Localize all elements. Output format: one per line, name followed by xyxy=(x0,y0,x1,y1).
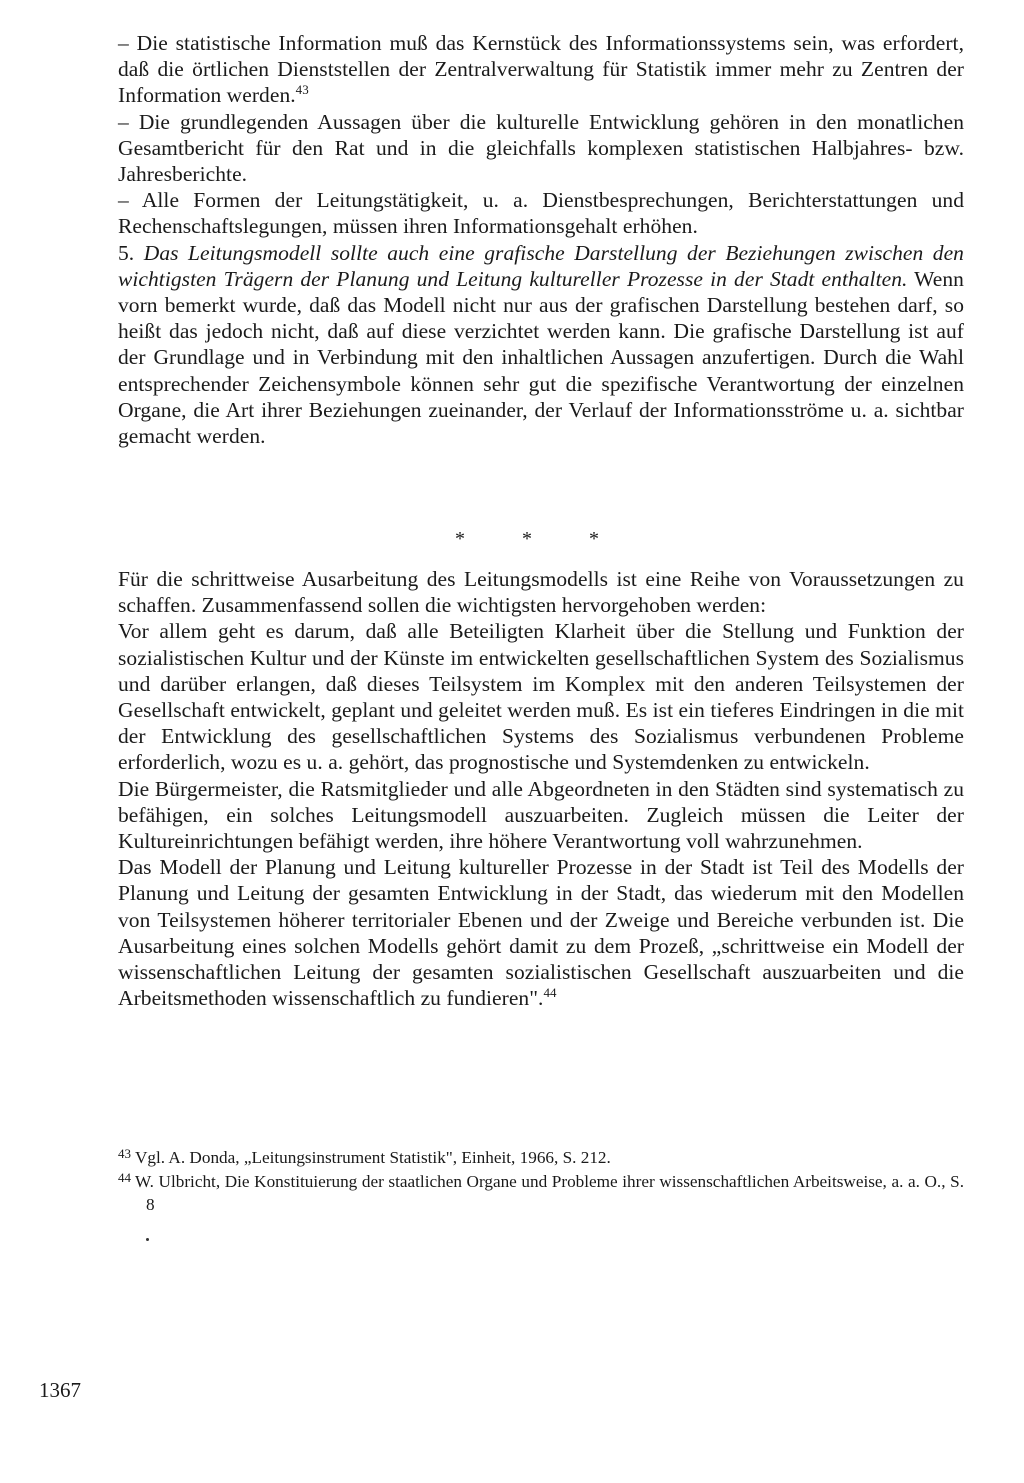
bullet-1-text: – Die statistische Information muß das Kernstück des Informationssystems sein, was erfordert, daß die örtlichen Dienststellen der Zentralverwaltung für Statistik immer mehr zu Zentren der Information werden. xyxy=(118,31,964,108)
footnotes xyxy=(118,1146,964,1217)
page-number: 1367 xyxy=(39,1378,81,1402)
paragraph-model xyxy=(118,854,964,1011)
footnote-43 xyxy=(118,1146,964,1170)
paragraph-prerequisites: Für die schrittweise Ausarbeitung des Leitungsmodells ist eine Reihe von Voraussetzungen zu schaffen. Zusammenfassend sollen die wichtigsten hervorgehoben werden: xyxy=(118,567,964,618)
footnote-ref-44: 44 xyxy=(543,985,557,1001)
bullet-statistical-information xyxy=(118,30,964,109)
upper-text-block xyxy=(118,30,964,449)
point-5-paragraph xyxy=(118,240,964,450)
lower-text-block xyxy=(118,566,964,1011)
section-separator: * * * xyxy=(455,528,625,550)
point-5-body: Wenn vorn bemerkt wurde, daß das Modell nicht nur aus der grafischen Darstellung bestehen darf, so heißt das jedoch nicht, daß auf diese verzichtet werden kann. Die grafische Darstellung ist auf der Grundlage und in Verbindung mit den inhaltlichen Aussagen anzufertigen. Durch die Wahl entsprechender Zeichensymbole können sehr gut die spezifische Verantwortung der einzelnen Organe, die Art ihrer Beziehungen zueinander, der Verlauf der Informationsströme u. a. sichtbar gemacht werden. xyxy=(118,266,964,449)
footnote-44-number: 44 xyxy=(118,1169,131,1185)
footnote-44-text: W. Ulbricht, Die Konstituierung der staatlichen Organe und Probleme ihrer wissenschaftlichen Arbeitsweise, a. a. O., S. 8 xyxy=(135,1171,964,1214)
print-speck xyxy=(146,1238,149,1241)
paragraph-mayors: Die Bürgermeister, die Ratsmitglieder und alle Abgeordneten in den Städten sind systematisch zu befähigen, ein solches Leitungsmodell auszuarbeiten. Zugleich müssen die Leiter der Kultureinrichtungen befähigt werden, ihre höhere Verantwortung voll wahrzunehmen. xyxy=(118,776,964,854)
bullet-forms-of-leadership: – Alle Formen der Leitungstätigkeit, u. a. Dienstbesprechungen, Berichterstattungen und Rechenschaftslegungen, müssen ihren Informationsgehalt erhöhen. xyxy=(118,188,964,239)
footnote-43-number: 43 xyxy=(118,1146,131,1161)
footnote-43-text: Vgl. A. Donda, „Leitungsinstrument Statistik", Einheit, 1966, S. 212. xyxy=(135,1148,611,1167)
paragraph-clarity: Vor allem geht es darum, daß alle Beteiligten Klarheit über die Stellung und Funktion der sozialistischen Kultur und der Künste im entwickelten gesellschaftlichen System des Sozialismus und darüber erlangen, daß dieses Teilsystem im Komplex mit den anderen Teilsystemen der Gesellschaft entwickelt, geplant und geleitet werden muß. Es ist ein tieferes Eindringen in die mit der Entwicklung des gesellschaftlichen Systems des Sozialismus verbundenen Probleme erforderlich, wozu es u. a. gehört, das prognostische und Systemdenken zu entwickeln. xyxy=(118,619,964,775)
point-5-number: 5. xyxy=(118,240,135,265)
footnote-44 xyxy=(118,1170,964,1217)
point-5-italic-heading: Das Leitungsmodell sollte auch eine grafische Darstellung der Beziehungen zwischen den wichtigsten Trägern der Planung und Leitung kultureller Prozesse in der Stadt enthalten. xyxy=(118,240,964,291)
paragraph-model-text: Das Modell der Planung und Leitung kultureller Prozesse in der Stadt ist Teil des Modells der Planung und Leitung der gesamten Entwicklung in der Stadt, das wiederum mit den Modellen von Teilsystemen höherer territorialer Ebenen und der Zweige und Bereiche verbunden ist. Die Ausarbeitung eines solchen Modells gehört damit zu dem Prozeß, „schrittweise ein Modell der wissenschaftlichen Leitung der gesamten sozialistischen Gesellschaft auszuarbeiten und die Arbeitsmethoden wissenschaftlich zu fundieren". xyxy=(118,855,964,1011)
footnote-ref-43: 43 xyxy=(295,82,309,98)
bullet-basic-statements: – Die grundlegenden Aussagen über die kulturelle Entwicklung gehören in den monatlichen Gesamtbericht für den Rat und in die gleichfalls komplexen statistischen Halbjahres- bzw. Jahresberichte. xyxy=(118,109,964,187)
